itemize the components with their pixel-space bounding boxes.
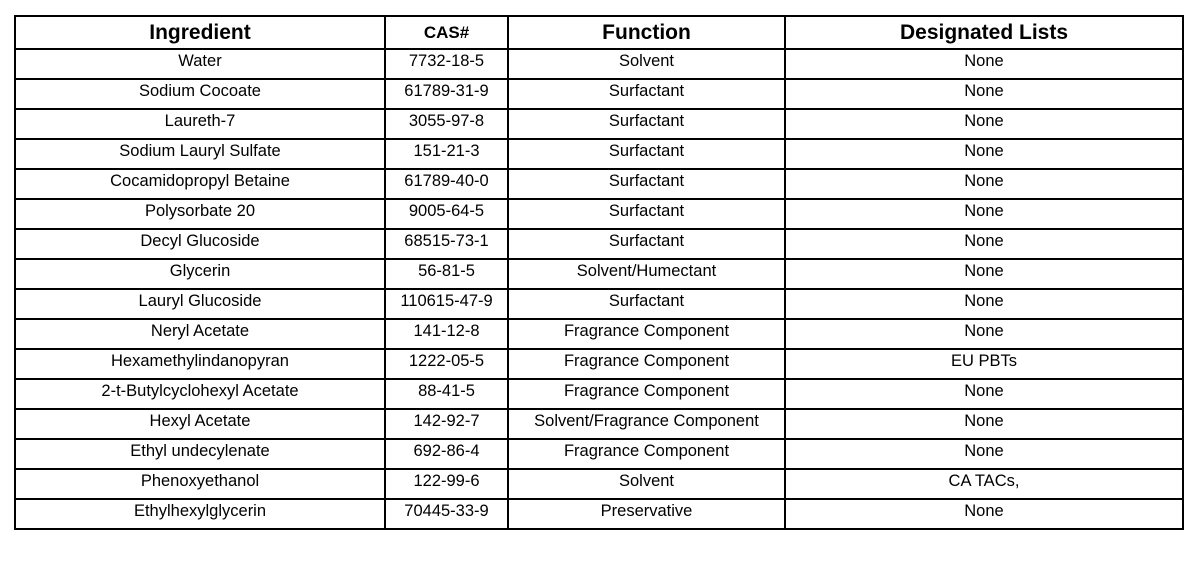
cell-designated-lists: CA TACs, xyxy=(785,469,1183,499)
table-row xyxy=(15,259,1183,289)
cell-ingredient: Water xyxy=(15,49,385,79)
cell-designated-lists: None xyxy=(785,439,1183,469)
cell-function: Surfactant xyxy=(508,169,785,199)
cell-ingredient: Hexyl Acetate xyxy=(15,409,385,439)
cell-function: Surfactant xyxy=(508,199,785,229)
table-row xyxy=(15,79,1183,109)
cell-function: Solvent/Humectant xyxy=(508,259,785,289)
cell-designated-lists: None xyxy=(785,259,1183,289)
cell-function: Surfactant xyxy=(508,139,785,169)
table-row xyxy=(15,199,1183,229)
cell-designated-lists: None xyxy=(785,499,1183,529)
header-function: Function xyxy=(508,16,785,49)
cell-cas: 141-12-8 xyxy=(385,319,508,349)
cell-cas: 3055-97-8 xyxy=(385,109,508,139)
table-row xyxy=(15,469,1183,499)
cell-ingredient: Lauryl Glucoside xyxy=(15,289,385,319)
table-row xyxy=(15,289,1183,319)
cell-cas: 70445-33-9 xyxy=(385,499,508,529)
cell-cas: 7732-18-5 xyxy=(385,49,508,79)
table-row xyxy=(15,499,1183,529)
cell-function: Fragrance Component xyxy=(508,379,785,409)
cell-ingredient: Polysorbate 20 xyxy=(15,199,385,229)
header-designated-lists: Designated Lists xyxy=(785,16,1183,49)
table-row xyxy=(15,319,1183,349)
cell-function: Fragrance Component xyxy=(508,439,785,469)
cell-ingredient: Sodium Lauryl Sulfate xyxy=(15,139,385,169)
cell-designated-lists: None xyxy=(785,169,1183,199)
header-cas: CAS# xyxy=(385,16,508,49)
cell-cas: 9005-64-5 xyxy=(385,199,508,229)
table-row xyxy=(15,349,1183,379)
cell-ingredient: Ethylhexylglycerin xyxy=(15,499,385,529)
cell-ingredient: 2-t-Butylcyclohexyl Acetate xyxy=(15,379,385,409)
cell-ingredient: Decyl Glucoside xyxy=(15,229,385,259)
cell-cas: 88-41-5 xyxy=(385,379,508,409)
cell-designated-lists: None xyxy=(785,229,1183,259)
cell-designated-lists: None xyxy=(785,49,1183,79)
ingredients-table-container xyxy=(14,15,1182,530)
cell-designated-lists: None xyxy=(785,289,1183,319)
cell-function: Preservative xyxy=(508,499,785,529)
cell-function: Fragrance Component xyxy=(508,349,785,379)
cell-designated-lists: None xyxy=(785,79,1183,109)
cell-designated-lists: None xyxy=(785,409,1183,439)
cell-cas: 151-21-3 xyxy=(385,139,508,169)
cell-ingredient: Glycerin xyxy=(15,259,385,289)
cell-function: Solvent xyxy=(508,469,785,499)
table-row xyxy=(15,229,1183,259)
header-row xyxy=(15,16,1183,49)
cell-designated-lists: None xyxy=(785,199,1183,229)
cell-designated-lists: None xyxy=(785,139,1183,169)
table-row xyxy=(15,109,1183,139)
cell-designated-lists: EU PBTs xyxy=(785,349,1183,379)
cell-ingredient: Hexamethylindanopyran xyxy=(15,349,385,379)
cell-ingredient: Laureth-7 xyxy=(15,109,385,139)
cell-ingredient: Neryl Acetate xyxy=(15,319,385,349)
cell-function: Fragrance Component xyxy=(508,319,785,349)
cell-cas: 61789-31-9 xyxy=(385,79,508,109)
cell-ingredient: Cocamidopropyl Betaine xyxy=(15,169,385,199)
cell-cas: 1222-05-5 xyxy=(385,349,508,379)
table-row xyxy=(15,169,1183,199)
table-row xyxy=(15,139,1183,169)
ingredients-table xyxy=(14,15,1184,530)
cell-designated-lists: None xyxy=(785,319,1183,349)
cell-designated-lists: None xyxy=(785,379,1183,409)
cell-ingredient: Phenoxyethanol xyxy=(15,469,385,499)
table-row xyxy=(15,379,1183,409)
cell-cas: 68515-73-1 xyxy=(385,229,508,259)
cell-cas: 142-92-7 xyxy=(385,409,508,439)
cell-cas: 110615-47-9 xyxy=(385,289,508,319)
table-row xyxy=(15,409,1183,439)
cell-cas: 61789-40-0 xyxy=(385,169,508,199)
cell-function: Surfactant xyxy=(508,79,785,109)
cell-function: Solvent/Fragrance Component xyxy=(508,409,785,439)
table-row xyxy=(15,439,1183,469)
table-row xyxy=(15,49,1183,79)
cell-function: Surfactant xyxy=(508,109,785,139)
cell-designated-lists: None xyxy=(785,109,1183,139)
cell-function: Solvent xyxy=(508,49,785,79)
header-ingredient: Ingredient xyxy=(15,16,385,49)
cell-ingredient: Ethyl undecylenate xyxy=(15,439,385,469)
cell-ingredient: Sodium Cocoate xyxy=(15,79,385,109)
cell-function: Surfactant xyxy=(508,229,785,259)
cell-cas: 122-99-6 xyxy=(385,469,508,499)
cell-function: Surfactant xyxy=(508,289,785,319)
cell-cas: 56-81-5 xyxy=(385,259,508,289)
cell-cas: 692-86-4 xyxy=(385,439,508,469)
